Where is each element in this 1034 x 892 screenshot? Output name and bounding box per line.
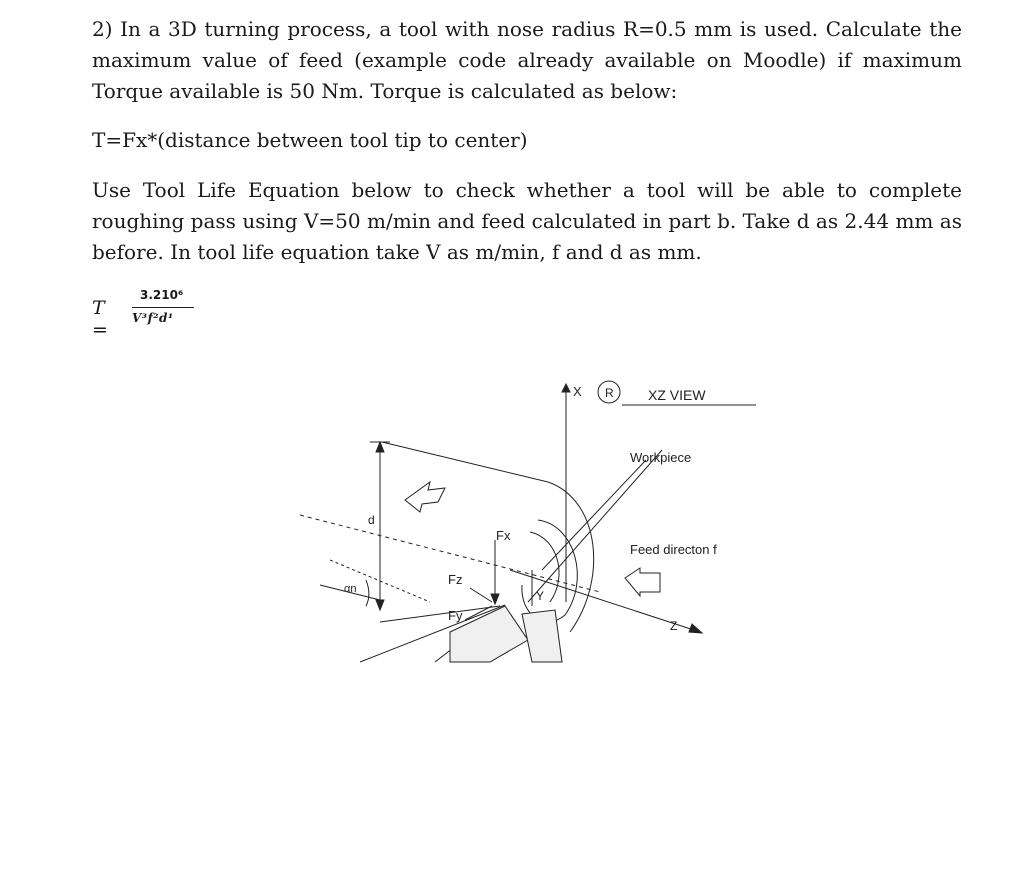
workpiece-label: Workpiece	[630, 450, 692, 465]
xz-view-label: XZ VIEW	[648, 387, 706, 403]
axis-x-label: X	[573, 384, 582, 399]
question-paragraph-1: 2) In a 3D turning process, a tool with nose radius R=0.5 mm is used. Calculate the maximum value of feed (example code already available on Moodle) if maximum Torque available is 50 Nm. Torque is calculated as below:	[92, 17, 962, 103]
feed-arrow-icon	[625, 568, 660, 596]
cylinder-inner-ellipse	[522, 520, 577, 622]
force-fx-label: Fx	[496, 528, 511, 543]
fraction-bar	[132, 307, 194, 308]
axis-y-label: Y	[536, 589, 545, 603]
torque-equation-text: T=Fx*(distance between tool tip to center)	[92, 128, 528, 152]
feed-direction-label: Feed directon f	[630, 542, 717, 557]
workpiece-leader-1	[528, 450, 662, 602]
equation-lhs: T =	[92, 297, 108, 341]
force-fz-label: Fz	[448, 572, 463, 587]
tool-holder	[522, 610, 562, 662]
cylinder-top-edge	[382, 442, 548, 482]
equation-numerator: 3.210⁶	[140, 288, 184, 302]
force-fz-arrow	[470, 588, 492, 602]
radius-marker-label: R	[605, 386, 614, 400]
depth-arrow-bottom	[376, 600, 384, 610]
depth-arrow-top	[376, 442, 384, 452]
depth-label: d	[368, 513, 375, 527]
x-axis-arrowhead	[562, 384, 570, 392]
force-fy-label: Fy	[448, 608, 463, 623]
angle-label: αn	[344, 583, 357, 595]
z-axis-arrowhead	[689, 624, 702, 633]
equation-denominator: V³f²d¹	[132, 311, 174, 325]
axis-z-label: Z	[670, 619, 678, 633]
question-paragraph-2: Use Tool Life Equation below to check whether a tool will be able to complete roughing pass using V=50 m/min and feed calculated in part b. Take d as 2.44 mm as before. In tool life equation take V as m/min, f and d as mm.	[92, 178, 962, 264]
angle-arc	[366, 580, 369, 606]
turning-process-diagram	[300, 370, 770, 670]
rotation-arrow-icon	[405, 482, 445, 512]
force-fx-arrowhead	[491, 594, 499, 604]
